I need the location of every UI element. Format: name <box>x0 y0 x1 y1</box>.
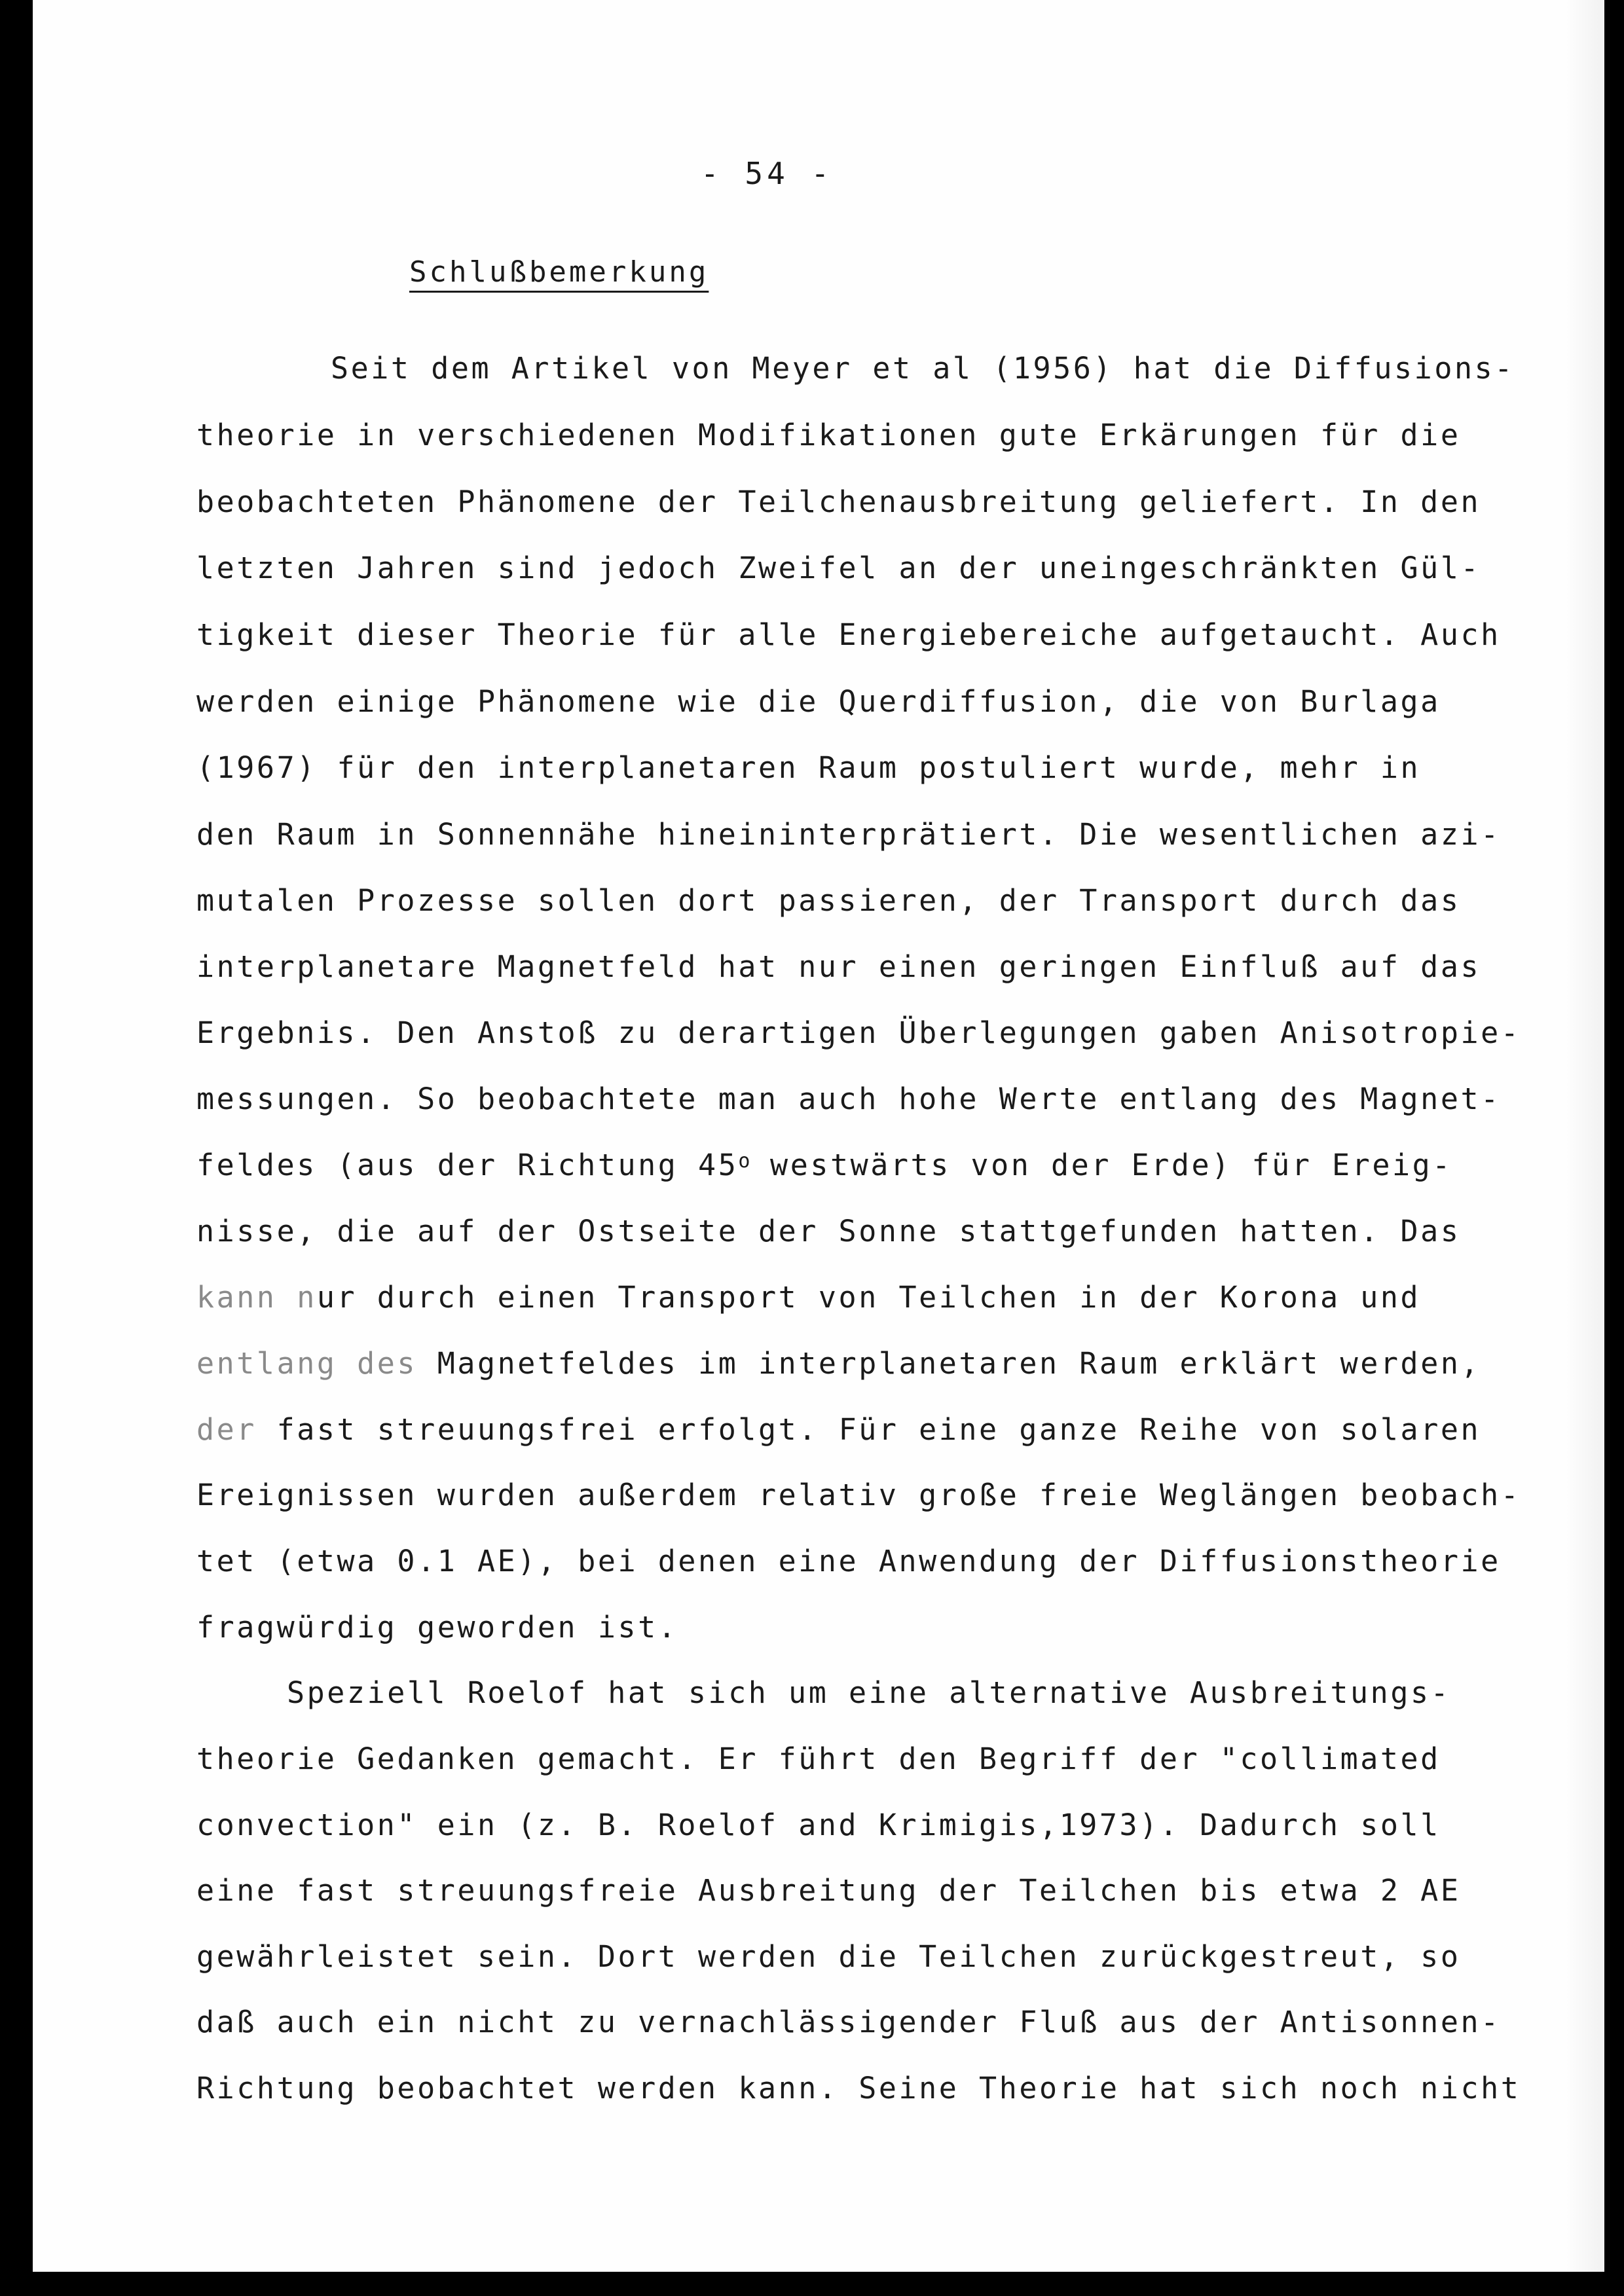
text-line <box>196 1412 1481 1448</box>
text-line: letzten Jahren sind jedoch Zweifel an der uneingeschränkten Gül- <box>196 551 1481 585</box>
text-line: den Raum in Sonnennähe hineininterprätiert. Die wesentlichen azi- <box>196 817 1501 852</box>
text-segment: fast streuungsfrei erfolgt. Für eine ganze Reihe von solaren <box>256 1412 1481 1447</box>
faded-text-segment: entlang des <box>196 1346 418 1381</box>
text-line: interplanetare Magnetfeld hat nur einen geringen Einfluß auf das <box>196 949 1481 984</box>
text-line: Ergebnis. Den Anstoß zu derartigen Überlegungen gaben Anisotropie- <box>196 1015 1521 1050</box>
text-line: Ereignissen wurden außerdem relativ große freie Weglängen beobach- <box>196 1478 1521 1512</box>
text-segment: ur durch einen Transport von Teilchen in der Korona und <box>316 1280 1421 1315</box>
text-line: messungen. So beobachtete man auch hohe Werte entlang des Magnet- <box>196 1082 1501 1116</box>
text-line: Speziell Roelof hat sich um eine alternative Ausbreitungs- <box>287 1675 1451 1710</box>
page-number: - 54 - <box>701 156 834 191</box>
text-line: convection" ein (z. B. Roelof and Krimigis,1973). Dadurch soll <box>196 1808 1441 1842</box>
section-heading: Schlußbemerkung <box>409 255 709 289</box>
text-line: nisse, die auf der Ostseite der Sonne stattgefunden hatten. Das <box>196 1214 1461 1248</box>
text-line: theorie in verschiedenen Modifikationen gute Erkärungen für die <box>196 418 1461 452</box>
text-segment: westwärts von der Erde) für Ereig- <box>750 1148 1452 1182</box>
text-line <box>196 1345 1481 1382</box>
text-line: daß auch ein nicht zu vernachlässigender Fluß aus der Antisonnen- <box>196 2005 1501 2039</box>
faded-text-segment: kann n <box>196 1280 317 1315</box>
text-line: tet (etwa 0.1 AE), bei denen eine Anwendung der Diffusionstheorie <box>196 1544 1501 1578</box>
text-line: fragwürdig geworden ist. <box>196 1610 678 1645</box>
degree-superscript: o <box>738 1150 750 1173</box>
faded-text-segment: der <box>196 1412 257 1447</box>
text-line <box>196 1147 1452 1184</box>
page-edge-shadow <box>1565 0 1604 2272</box>
text-line: Seit dem Artikel von Meyer et al (1956) hat die Diffusions- <box>331 351 1515 386</box>
text-line: werden einige Phänomene wie die Querdiffusion, die von Burlaga <box>196 684 1441 719</box>
scanned-page <box>33 0 1604 2272</box>
text-line: gewährleistet sein. Dort werden die Teilchen zurückgestreut, so <box>196 1939 1461 1974</box>
text-line: mutalen Prozesse sollen dort passieren, der Transport durch das <box>196 883 1461 918</box>
text-line <box>196 1279 1420 1316</box>
text-line: theorie Gedanken gemacht. Er führt den Begriff der "collimated <box>196 1741 1441 1776</box>
text-line: Richtung beobachtet werden kann. Seine Theorie hat sich noch nicht <box>196 2071 1521 2105</box>
text-segment: feldes (aus der Richtung 45 <box>196 1148 739 1182</box>
text-segment: Magnetfeldes im interplanetaren Raum erklärt werden, <box>417 1346 1481 1381</box>
text-line: (1967) für den interplanetaren Raum postuliert wurde, mehr in <box>196 750 1421 785</box>
text-line: eine fast streuungsfreie Ausbreitung der Teilchen bis etwa 2 AE <box>196 1873 1461 1908</box>
text-line: tigkeit dieser Theorie für alle Energiebereiche aufgetaucht. Auch <box>196 617 1501 652</box>
text-line: beobachteten Phänomene der Teilchenausbreitung geliefert. In den <box>196 484 1481 519</box>
